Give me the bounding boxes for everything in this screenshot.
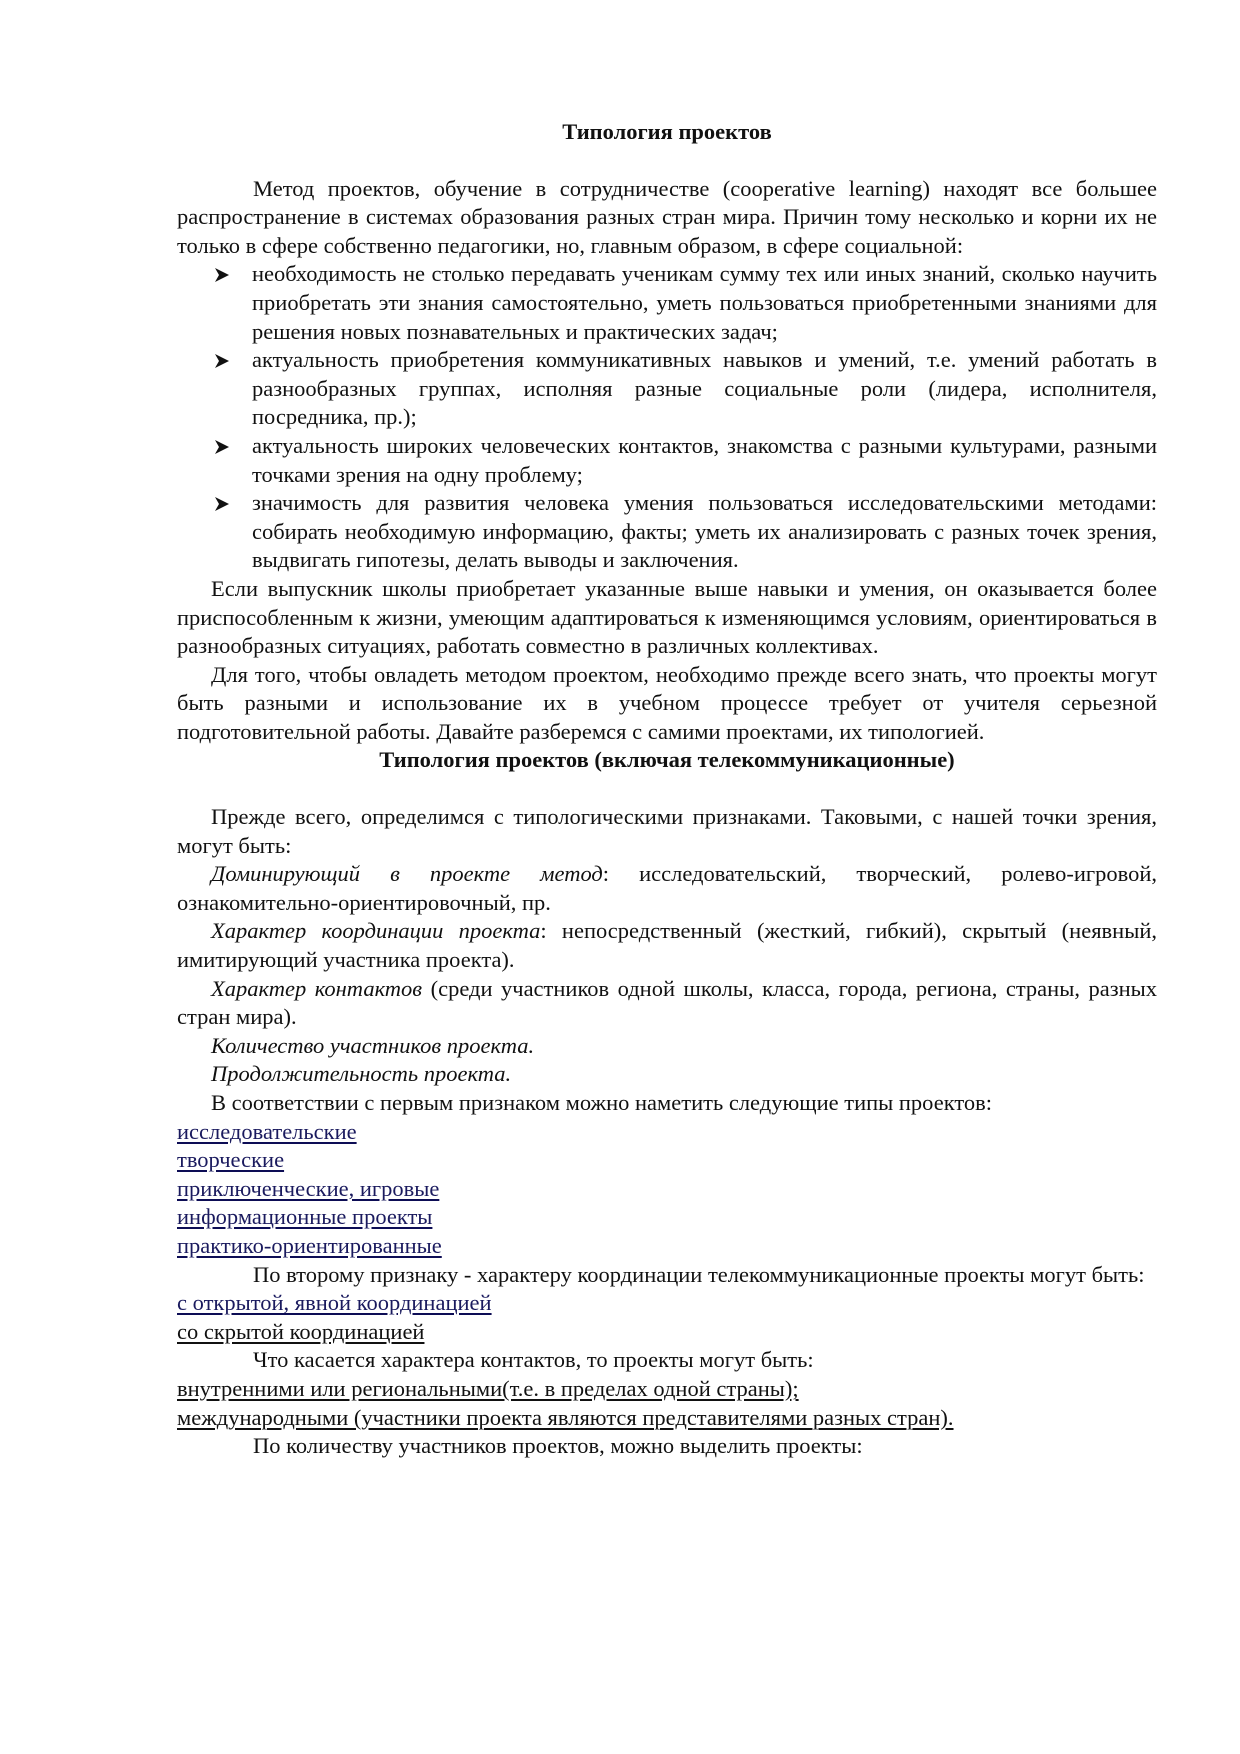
feature-duration: Продолжительность проекта.	[211, 1061, 512, 1087]
paragraph-participant-count: По количеству участников проектов, можно выделить проекты:	[253, 1433, 863, 1459]
feature-contacts: Характер контактов (среди участников одной школы, класса, города, региона, страны, разных стран мира).	[177, 975, 1157, 1030]
paragraph-intro: Метод проектов, обучение в сотрудничестве (cooperative learning) находят все большее распространение в системах образования разных стран мира. Причин тому несколько и корни их не только в сфере собственно педагогики, но, главным образом, в сфере социальной:	[177, 175, 1157, 258]
link-research[interactable]: исследовательские	[177, 1118, 357, 1144]
document-page	[177, 118, 1157, 1461]
bullet-item: необходимость не столько передавать ученикам сумму тех или иных знаний, сколько научить приобретать эти знания самостоятельно, уметь пользоваться приобретенными знаниями для решения новых познавательных и практических задач;	[252, 260, 1157, 346]
bullet-list-reasons	[177, 260, 1157, 575]
heading-typology: Типология проектов	[562, 119, 772, 144]
arrow-bullet-icon	[214, 496, 230, 512]
arrow-bullet-icon	[214, 353, 230, 369]
link-adventure-games[interactable]: приключенческие, игровые	[177, 1175, 440, 1201]
paragraph-contacts: Что касается характера контактов, то проекты могут быть:	[253, 1347, 814, 1373]
paragraph-first-feature: В соответствии с первым признаком можно наметить следующие типы проектов:	[211, 1090, 992, 1115]
feature-coordination: Характер координации проекта: непосредственный (жесткий, гибкий), скрытый (неявный, имитирующий участника проекта).	[177, 918, 1157, 973]
link-creative[interactable]: творческие	[177, 1147, 285, 1173]
link-international[interactable]: международными (участники проекта являются представителями разных стран).	[177, 1404, 954, 1430]
paragraph-features: Прежде всего, определимся с типологическими признаками. Таковыми, с нашей точки зрения, могут быть:	[177, 804, 1157, 858]
link-informational[interactable]: информационные проекты	[177, 1204, 433, 1230]
bullet-item: актуальность приобретения коммуникативных навыков и умений, т.е. умений работать в разнообразных группах, исполняя разные социальные роли (лидера, исполнителя, посредника, пр.);	[252, 346, 1157, 432]
links-coordination	[177, 1289, 1157, 1346]
link-internal-regional[interactable]: внутренними или региональными(т.е. в пределах одной страны);	[177, 1375, 799, 1401]
heading-typology-telecom: Типология проектов (включая телекоммуникационные)	[379, 747, 955, 773]
paragraph-method: Для того, чтобы овладеть методом проектом, необходимо прежде всего знать, что проекты могут быть разными и использование их в учебном процессе требует от учителя серьезной подготовительной работы. Давайте разберемся с самими проектами, их типологией.	[177, 661, 1157, 744]
arrow-bullet-icon	[214, 439, 230, 455]
feature-dominant-method: Доминирующий в проекте метод: исследовательский, творческий, ролево-игровой, ознакомительно-ориентировочный, пр.	[177, 861, 1157, 915]
feature-participants: Количество участников проекта.	[211, 1032, 535, 1058]
paragraph-graduate: Если выпускник школы приобретает указанные выше навыки и умения, он оказывается более приспособленным к жизни, умеющим адаптироваться к изменяющимся условиям, ориентироваться в разнообразных ситуациях, работать совместно в различных коллективах.	[177, 575, 1157, 659]
links-contacts	[177, 1375, 1157, 1432]
bullet-item: актуальность широких человеческих контактов, знакомства с разными культурами, разными точками зрения на одну проблему;	[252, 432, 1157, 489]
bullet-item: значимость для развития человека умения пользоваться исследовательскими методами: собирать необходимую информацию, факты; уметь их анализировать с разных точек зрения, выдвигать гипотезы, делать выводы и заключения.	[252, 489, 1157, 575]
arrow-bullet-icon	[214, 267, 230, 283]
paragraph-second-feature: По второму признаку - характеру координации телекоммуникационные проекты могут быть:	[253, 1261, 1145, 1287]
links-project-types	[177, 1118, 1157, 1261]
link-practice-oriented[interactable]: практико-ориентированные	[177, 1232, 442, 1258]
link-open-coordination[interactable]: с открытой, явной координацией	[177, 1290, 492, 1316]
link-hidden-coordination[interactable]: со скрытой координацией	[177, 1318, 425, 1344]
